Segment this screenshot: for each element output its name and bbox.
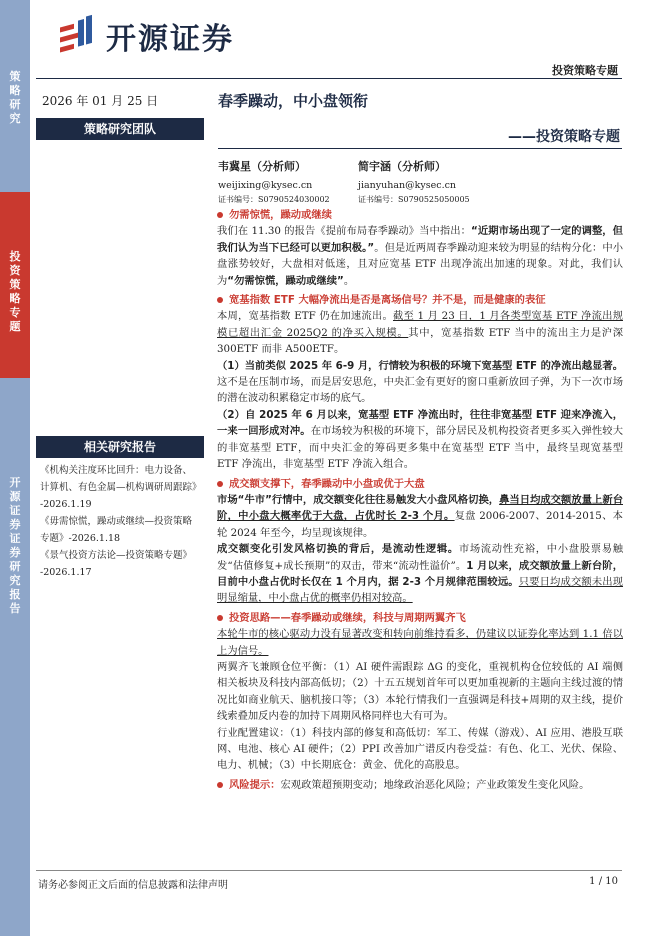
bullet-icon [217,297,223,303]
logo-text: 开源证券 [106,22,234,57]
section-heading: 成交额支撑下，春季躁动中小盘或优于大盘 [217,476,623,492]
related-reports-list [40,462,208,581]
footer-disclaimer: 请务必参阅正文后面的信息披露和法律声明 [38,880,228,891]
related-report-line[interactable]: 专题》-2026.1.18 [40,533,121,544]
paragraph: 本周，宽基指数 ETF 仍在加速流出。截至 1 月 23 日，1 月各类型宽基 ETF 净流出规模已超出汇金 2025Q2 的净买入规模。其中，宽基指数 ETF 当中的流出主力是沪深 300ETF 而非 A500ETF。 [217,310,624,356]
team-label: 策略研究团队 [36,118,204,140]
analyst-email[interactable]: jianyuhan@kysec.cn [358,180,457,191]
bullet-icon [217,615,223,621]
section-heading: 宽基指数 ETF 大幅净流出是否是离场信号？并不是，而是健康的表征 [217,292,623,308]
footer-divider [36,870,622,871]
paragraph: 两翼齐飞兼顾仓位平衡：（1）AI 硬件需跟踪 ΔG 的变化，重视机构仓位较低的 AI 端侧相关板块及科技内部高低切；（2）十五五规划首年可以更加重视新的主题向主线过渡的情况比如商业航天、脑机接口等；（3）本轮行情我们一直强调是科技+周期的双主线，提价线索叠加反内卷的加持下周期风格同样也大有可为。 [217,660,623,723]
side-strip-bottom: 开 源 证 券 证 券 研 究 报 告 [0,378,30,936]
paragraph: 我们在 11.30 的报告《提前布局春季躁动》当中指出：“近期市场出现了一定的调整，但我们认为当下已经可以更加积极。”。但是近两周春季躁动迎来较为明显的结构分化：中小盘涨势较好，大盘相对低迷，且对应宽基 ETF 出现净流出加速的现象。对此，我们认为“勿需惊慌，躁动或继续”。 [217,225,624,287]
bullet-icon [217,481,223,487]
paragraph: 市场“牛市”行情中，成交额变化往往易触发大小盘风格切换，鼻当日均成交额放量上新台阶，中小盘大概率优于大盘，占优时长 2-3 个月。复盘 2006-2007、2014-2015、本轮 2024 年至今，均呈现该规律。 [217,493,623,539]
related-report-line[interactable]: 计算机、有色金属—机构调研周跟踪》 [40,482,202,493]
paragraph: 行业配置建议：（1）科技内部的修复和高低切：军工、传媒（游戏）、AI 应用、港股互联网、电池、核心 AI 硬件；（2）PPI 改善加广谱反内卷受益：有色、化工、光伏、保险、电力、机械；（3）中长期底仓：黄金、优化的高股息。 [217,726,623,772]
side-strip-category: 投 资 策 略 专 题 [0,192,30,378]
section-heading: 勿需惊慌，躁动或继续 [217,207,623,223]
bullet-icon [217,782,223,788]
main-content [217,207,623,793]
analyst-1 [218,158,330,205]
section-heading: 投资思路——春季躁动或继续，科技与周期两翼齐飞 [217,610,623,626]
analyst-2 [358,158,470,205]
report-title: 春季躁动，中小盘领衔 [218,92,369,110]
page-number: 1 / 10 [589,876,618,887]
report-date: 2026 年 01 月 25 日 [42,94,159,108]
company-logo [58,14,234,58]
analyst-cert: 证书编号：S0790524030002 [218,195,330,204]
related-report-line: -2026.1.19 [40,499,92,510]
paragraph: （2）自 2025 年 6 月以来，宽基型 ETF 净流出时，往往非宽基型 ETF 迎来净流入，一来一回形成对冲。在市场较为积极的环境下，部分居民及机构投资者更多买入弹性较大的非宽基型 ETF，而中央汇金的筹码更多集中在宽基型 ETF 当中，最终呈现宽基型 ETF 净流出，非宽基型 ETF 净流入组合。 [217,408,623,471]
report-series: ——投资策略专题 [508,129,620,145]
related-report-line[interactable]: 《毋需惊慌，躁动或继续—投资策略 [40,516,193,527]
bullet-icon [217,212,223,218]
analyst-name: 韦冀星（分析师） [218,160,306,173]
risk-warning: 风险提示：宏观政策超预期变动；地缘政治恶化风险；产业政策发生变化风险。 [217,777,623,793]
paragraph: 本轮牛市的核心驱动力没有显著改变和转向前维持看多，仍建议以证券化率达到 1.1 倍以上为信号。 [217,628,623,657]
paragraph: （1）当前类似 2025 年 6-9 月，行情较为积极的环境下宽基型 ETF 的净流出越显著。这不是在压制市场，而是居安思危，中央汇金有更好的窗口重新放回子弹，为下一次市场的潜在波动积累稳定市场的底气。 [217,359,623,405]
related-report-line[interactable]: 《景气投资方法论—投资策略专题》 [40,550,193,561]
header-doc-type: 投资策略专题 [552,64,618,77]
related-report-line: -2026.1.17 [40,567,92,578]
header-divider [36,78,622,79]
related-reports-label: 相关研究报告 [36,436,204,458]
side-strip-top: 策 略 研 究 [0,0,30,192]
analyst-email[interactable]: weijixing@kysec.cn [218,180,313,191]
logo-mark-icon [58,14,102,58]
title-divider [218,148,622,149]
related-report-line[interactable]: 《机构关注度环比回升：电力设备、 [40,465,193,476]
analyst-cert: 证书编号：S0790525050005 [358,195,470,204]
paragraph: 成交额变化引发风格切换的背后，是流动性逻辑。市场流动性充裕，中小盘股票易触发“估值修复+成长预期”的双击，带来“流动性溢价”。1 月以来，成交额放量上新台阶，目前中小盘占优时长仅在 1 个月内，据 2-3 个月规律范围较远。只要日均成交额未出现明显缩量，中小盘占优的概率仍相对较高。 [217,543,624,605]
analyst-name: 简宇涵（分析师） [358,160,446,173]
